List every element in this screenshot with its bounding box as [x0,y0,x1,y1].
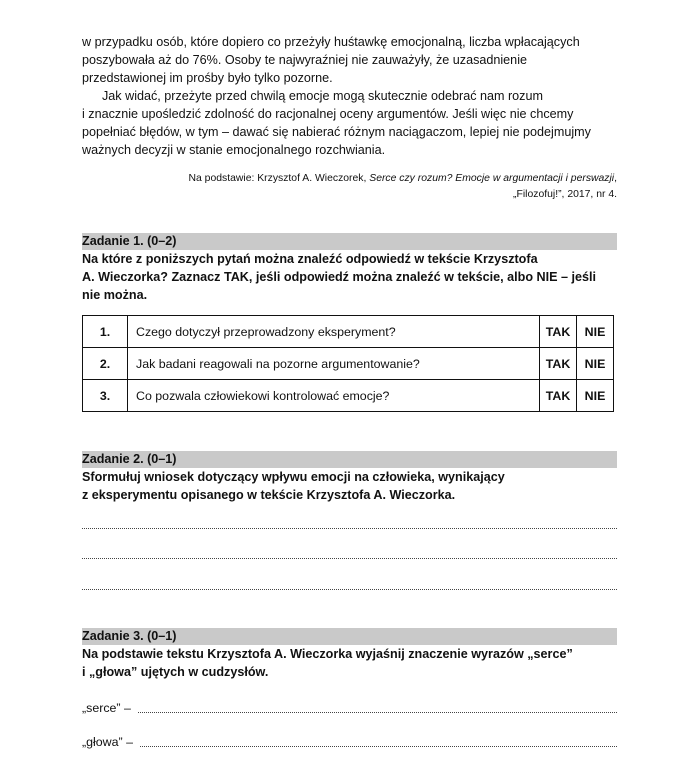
source-prefix: Na podstawie: Krzysztof A. Wieczorek, [188,173,370,184]
intro-line: poszybowała aż do 76%. Osoby te najwyraźniej nie zauważyły, że uzasadnienie [82,53,527,67]
instruction-line: A. Wieczorka? Zaznacz TAK, jeśli odpowiedź można znaleźć w tekście, albo NIE – jeśli [82,270,597,284]
task-3-header: Zadanie 3. (0–1) [82,628,617,645]
intro-text [82,33,617,159]
answer-line-glowa[interactable] [140,746,617,747]
intro-line: przedstawionej im prośby było tylko pozorne. [82,71,333,85]
source-title: Serce czy rozum? Emocje w argumentacji i perswazji [369,173,615,184]
task-3-instruction [82,645,617,681]
table-row [83,316,614,348]
intro-line: w przypadku osób, które dopiero co przeżyły huśtawkę emocjonalną, liczba wpłacających [82,35,580,49]
row-question: Czego dotyczył przeprowadzony eksperyment? [128,316,540,348]
answer-yes[interactable]: TAK [540,316,577,348]
answer-label-glowa: „głowa” – [82,735,133,749]
intro-line: Jak widać, przeżyte przed chwilą emocje mogą skutecznie odebrać nam rozum [102,89,543,103]
answer-yes[interactable]: TAK [540,380,577,412]
row-question: Jak badani reagowali na pozorne argumentowanie? [128,348,540,380]
instruction-line: Na które z poniższych pytań można znaleźć odpowiedź w tekście Krzysztofa [82,252,538,266]
intro-line: ważnych decyzji w stanie emocjonalnego rozchwiania. [82,143,386,157]
table-row [83,348,614,380]
instruction-line: nie można. [82,288,148,302]
instruction-line: Na podstawie tekstu Krzysztofa A. Wieczorka wyjaśnij znaczenie wyrazów „serce” [82,647,573,661]
answer-label-serce: „serce” – [82,701,131,715]
task-1-header: Zadanie 1. (0–2) [82,233,617,250]
answer-line-serce[interactable] [138,712,617,713]
answer-line[interactable] [82,528,617,529]
source-citation [97,171,617,203]
source-suffix: , [614,173,617,184]
row-number: 1. [83,316,128,348]
instruction-line: i „głowa” ujętych w cudzysłów. [82,665,269,679]
instruction-line: z eksperymentu opisanego w tekście Krzysztofa A. Wieczorka. [82,488,456,502]
source-line-2: „Filozofuj!”, 2017, nr 4. [513,189,617,200]
intro-line: i znacznie upośledzić zdolność do racjonalnej oceny argumentów. Jeśli więc nie chcemy [82,107,574,121]
task-2-header: Zadanie 2. (0–1) [82,451,617,468]
instruction-line: Sformułuj wniosek dotyczący wpływu emocji na człowieka, wynikający [82,470,505,484]
answer-no[interactable]: NIE [577,348,614,380]
row-number: 2. [83,348,128,380]
intro-paragraph-1 [82,33,617,87]
row-number: 3. [83,380,128,412]
answer-line[interactable] [82,589,617,590]
answer-no[interactable]: NIE [577,380,614,412]
intro-line: popełniać błędów, w tym – dawać się nabierać różnym naciągaczom, lepiej nie podejmujmy [82,125,591,139]
task-1-instruction [82,250,617,304]
row-question: Co pozwala człowiekowi kontrolować emocje? [128,380,540,412]
answer-line[interactable] [82,558,617,559]
answer-yes[interactable]: TAK [540,348,577,380]
task-2-instruction [82,468,617,504]
table-row [83,380,614,412]
answer-no[interactable]: NIE [577,316,614,348]
true-false-table [82,315,614,412]
intro-paragraph-2 [82,87,617,159]
